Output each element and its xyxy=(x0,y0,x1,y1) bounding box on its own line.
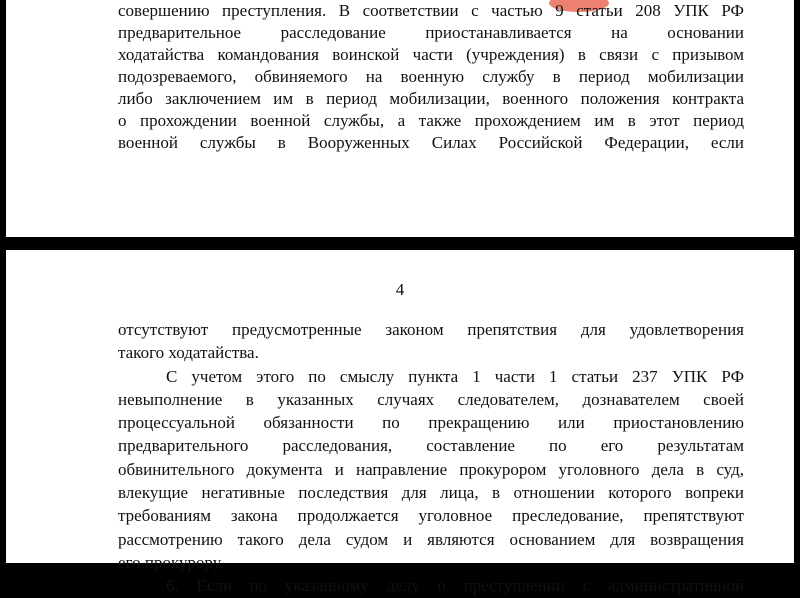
text-line: либо заключением им в период мобилизации, военного положения контракта xyxy=(118,89,744,108)
text-line: С учетом этого по смыслу пункта 1 части 1 статьи 237 УПК РФ xyxy=(166,366,744,386)
text-line: совершению преступления. В соответствии с частью 9 статьи 208 УПК РФ xyxy=(118,1,744,20)
text-line: подозреваемого, обвиняемого на военную службу в период мобилизации xyxy=(118,67,744,86)
text-line: ходатайства командования воинской части (учреждения) в связи с призывом xyxy=(118,45,744,64)
text-line: невыполнение в указанных случаях следователем, дознавателем своей xyxy=(118,389,744,409)
text-line: о прохождении военной службы, а также прохождением им в этот период xyxy=(118,111,744,130)
text-line: предварительного расследования, составление по его результатам xyxy=(118,436,744,456)
text-line: рассмотрению такого дела судом и являются основанием для возвращения xyxy=(118,529,744,549)
text-line: такого ходатайства. xyxy=(118,343,259,363)
page-3 xyxy=(6,0,794,237)
page-number: 4 xyxy=(395,280,405,299)
text-line: 6. Если по указанному делу о преступлении с административной xyxy=(166,576,744,596)
text-line: влекущие негативные последствия для лица, в отношении которого вопреки xyxy=(118,483,744,503)
text-line: отсутствуют предусмотренные законом препятствия для удовлетворения xyxy=(118,320,744,339)
text-line: требованиям закона продолжается уголовное преследование, препятствуют xyxy=(118,506,744,526)
text-line: его прокурору. xyxy=(118,552,224,572)
text-line: обвинительного документа и направление прокурором уголовного дела в суд, xyxy=(118,459,744,479)
text-line: военной службы в Вооруженных Силах Российской Федерации, если xyxy=(118,133,744,152)
page-3-text xyxy=(118,0,744,154)
text-line: процессуальной обязанности по прекращению или приостановлению xyxy=(118,413,744,433)
text-line: предварительное расследование приостанавливается на основании xyxy=(118,23,744,42)
page-4-text xyxy=(118,318,744,598)
page-4 xyxy=(6,250,794,596)
